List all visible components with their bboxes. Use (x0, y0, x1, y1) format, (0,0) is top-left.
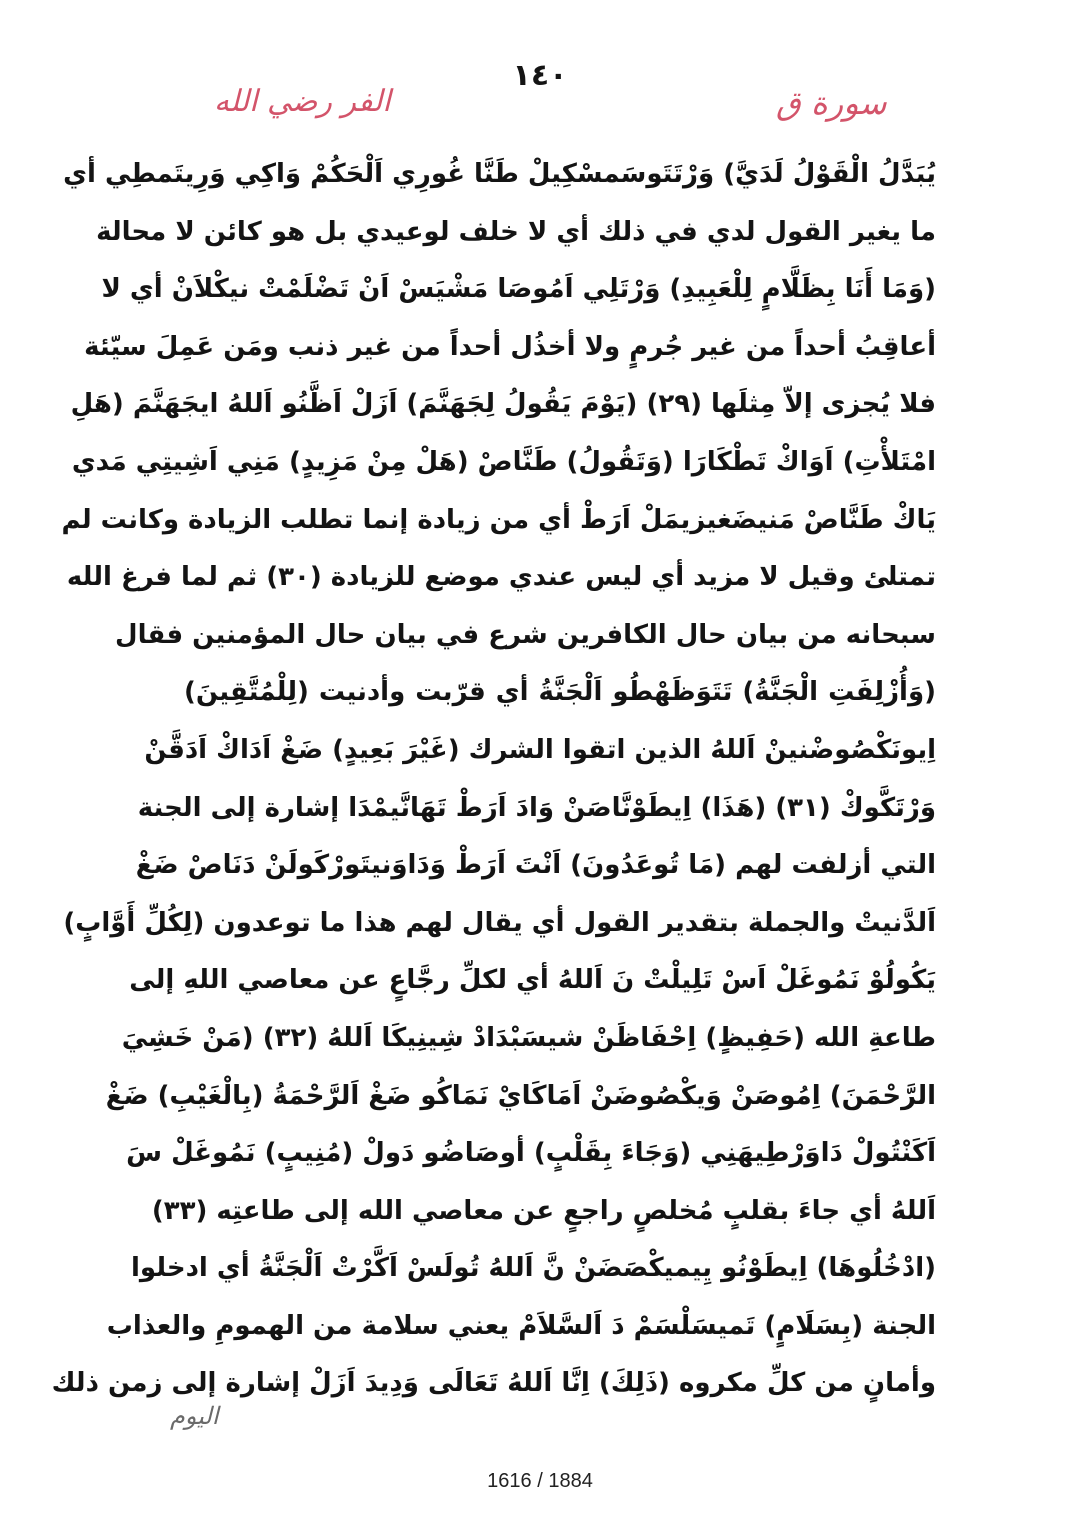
text-line: (ادْخُلُوهَا) اِيطَوْنُو يِيميكْصَضَنْ نَّ اَللهُ تُولَسْ اَكَّرْتْ اَلْجَنَّةُ أي ادخلوا (131, 1253, 936, 1284)
text-line: التي أزلفت لهم (مَا تُوعَدُونَ) اَنْتَ اَرَطْ وَدَاوَنيتَورْكَولَنْ دَنَاصْ ضَغْ (135, 850, 936, 881)
catchword: اليوم (170, 1402, 219, 1430)
text-line: أعاقِبُ أحداً من غير جُرمٍ ولا أخذُل أحداً من غير ذنب ومَن عَمِلَ سيّئة (84, 331, 936, 362)
text-line: (وَأُزْلِفَتِ الْجَنَّةُ) تَتَوَظَهْطُو اَلْجَنَّةُ أي قرّبت وأدنيت (لِلْمُتَّقِينَ) (184, 677, 936, 708)
text-line: ما يغير القول لدي في ذلك أي لا خلف لوعيدي بل هو كائن لا محالة (96, 216, 936, 247)
text-line: الرَّحْمَنَ) اِمُوصَنْ وَيكْصُوضَنْ اَمَاكَايْ نَمَاكُو ضَغْ اَلرَّحْمَةُ (بِالْغَيْبِ) ضَغْ (105, 1080, 936, 1111)
text-line: يَاكْ طَنَّاصْ مَنيضَغيزيمَلْ اَرَطْ أي من زيادة إنما تطلب الزيادة وكانت لم (61, 504, 936, 535)
text-line: يَكُولُوْ نَمُوغَلْ اَسْ تَلِيلْتْ نَ اَللهُ أي لكلِّ رجَّاعٍ عن معاصي اللهِ إلى (129, 965, 936, 996)
text-line: وَرْتَكَّوكْ (٣١) (هَذَا) اِيطَوْنَّاصَنْ وَادَ اَرَطْ تَهَانَّيمْدَا إشارة إلى الجنة (137, 792, 936, 823)
body-text (51, 146, 936, 1413)
text-line: الجنة (بِسَلَامٍ) تَميسَلْسَمْ دَ اَلسَّلاَمْ يعني سلامة من الهمومِ والعذاب (106, 1310, 936, 1341)
page-counter: 1616 / 1884 (487, 1470, 593, 1492)
text-line: طاعةِ الله (حَفِيظٍ) اِحْفَاظَنْ شيسَبْدَادْ شِينِيكَا اَللهُ (٣٢) (مَنْ خَشِيَ (121, 1022, 936, 1053)
text-line: اِيونَكْصُوضْنينْ اَللهُ الذين اتقوا الشرك (غَيْرَ بَعِيدٍ) ضَغْ اَدَاكْ اَدَقَّنْ (144, 734, 936, 765)
text-line: يُبَدَّلُ الْقَوْلُ لَدَيَّ) وَرْتَتَوسَمسْكِيلْ طَنَّا غُورِي اَلْحَكُمْ وَاكِي وَرِيتَمطِي أي (63, 159, 936, 189)
text-line: (وَمَا أَنَا بِظَلَّامٍ لِلْعَبِيدِ) وَرْتَلِي اَمُوصَا مَشْيَسْ اَنْ تَضْلَمْتْ نيكْلاَنْ أي لا (101, 274, 936, 305)
text-line: تمتلئ وقيل لا مزيد أي ليس عندي موضع للزيادة (٣٠) ثم لما فرغ الله (66, 562, 936, 593)
text-line: وأمانٍ من كلِّ مكروه (ذَلِكَ) اِنَّا اَللهُ تَعَالَى وَدِيدَ اَزَلْ إشارة إلى زمن ذلك (51, 1368, 936, 1399)
text-line: اَكَنْتُولْ دَاوَرْطِيهَنِي (وَجَاءَ بِقَلْبٍ) أوصَاضُو دَولْ (مُنِيبٍ) نَمُوغَلْ سَ (126, 1138, 936, 1169)
page-number: ١٤٠ (512, 58, 568, 93)
text-line: اَلدَّنيتْ والجملة بتقدير القول أي يقال لهم هذا ما توعدون (لِكُلِّ أَوَّابٍ) (63, 907, 936, 938)
text-line: اَللهُ أي جاءَ بقلبٍ مُخلصٍ راجعٍ عن معاصي الله إلى طاعتِه (٣٣) (151, 1195, 936, 1226)
text-line: سبحانه من بيان حال الكافرين شرع في بيان حال المؤمنين فقال (115, 619, 936, 650)
text-line: فلا يُجزى إلاّ مِثلَها (٢٩) (يَوْمَ يَقُولُ لِجَهَنَّمَ) اَزَلْ اَظَّنُو اَللهُ ايجَهَنَّمَ (هَلِ (70, 389, 936, 420)
text-line: امْتَلأْتِ) اَوَاكْ تَطْكَارَا (وَتَقُولُ) طَنَّاصْ (هَلْ مِنْ مَزِيدٍ) مَنِي اَشِيتِي مَدي (71, 446, 936, 477)
margin-note-right: سورة ق (776, 84, 887, 122)
margin-note-left: الفر رضي الله (214, 84, 391, 119)
